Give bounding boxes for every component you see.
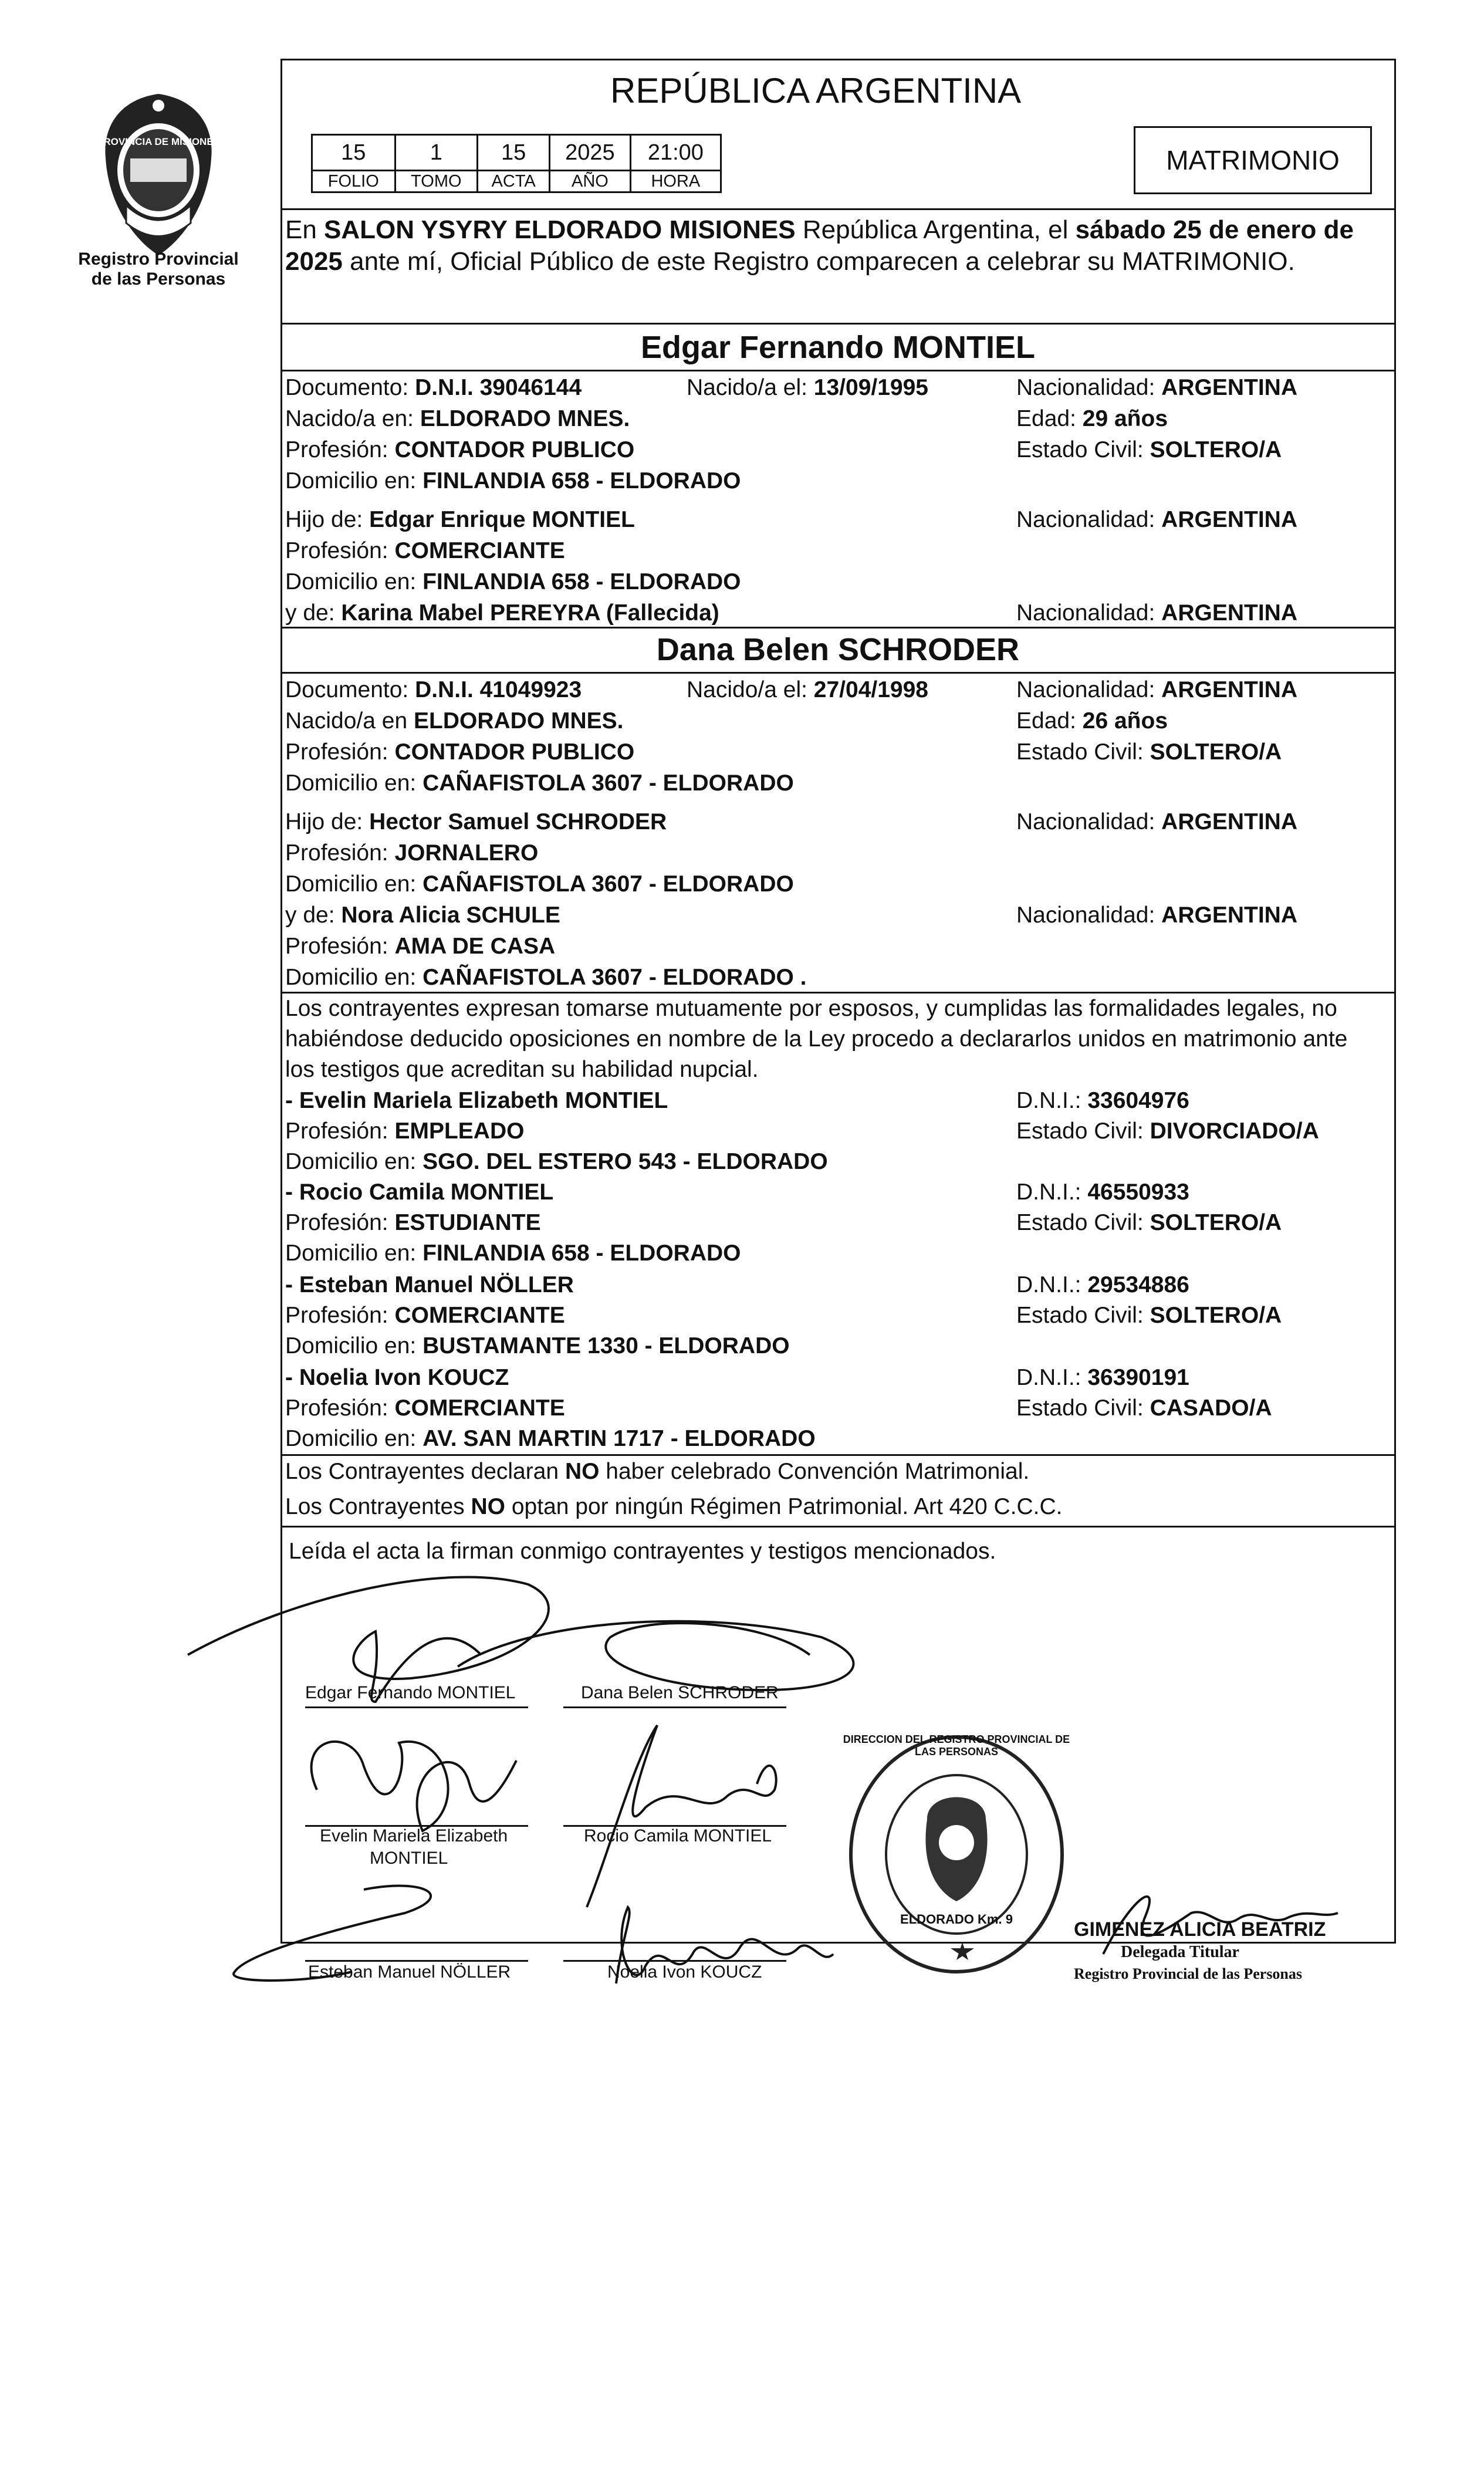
spouse2-born: Nacido/a el: 27/04/1998 — [687, 677, 928, 702]
hora-value: 21:00 — [630, 135, 721, 171]
signature-label-rocio: Rocio Camila MONTIEL — [584, 1826, 772, 1846]
logo-caption-line2: de las Personas — [91, 269, 226, 289]
sigline-dana — [563, 1706, 786, 1708]
anio-label: AÑO — [550, 171, 631, 192]
signature-evelin — [312, 1742, 516, 1831]
spouse2-mother-nationality: Nacionalidad: ARGENTINA — [1016, 903, 1298, 928]
spouse2-mother-address: Domicilio en: CAÑAFISTOLA 3607 - ELDORADO . — [285, 965, 807, 990]
officer-name: GIMENEZ ALICIA BEATRIZ — [1074, 1918, 1326, 1941]
spouse2-address: Domicilio en: CAÑAFISTOLA 3607 - ELDORADO — [285, 770, 794, 796]
acta-value: 15 — [478, 135, 550, 171]
spouse2-civil-status: Estado Civil: SOLTERO/A — [1016, 739, 1282, 765]
declaration-line2: habiéndose deducido oposiciones en nombre de la Ley procedo a declararlos unidos en matrimonio ante — [285, 1026, 1348, 1052]
logo-caption-line1: Registro Provincial — [78, 249, 239, 269]
witness1-profession: Profesión: EMPLEADO — [285, 1118, 525, 1144]
witness3-name: - Esteban Manuel NÖLLER — [285, 1272, 574, 1297]
spouse2-mother: y de: Nora Alicia SCHULE — [285, 903, 560, 928]
spouse2-name: Dana Belen SCHRODER — [656, 632, 1020, 667]
spouse1-father-address: Domicilio en: FINLANDIA 658 - ELDORADO — [285, 569, 741, 594]
spouse2-mother-profession: Profesión: AMA DE CASA — [285, 934, 556, 959]
declaration-line1: Los contrayentes expresan tomarse mutuamente por esposos, y cumplidas las formalidades legales, no — [285, 996, 1337, 1021]
spouse2-profession: Profesión: CONTADOR PUBLICO — [285, 739, 635, 765]
witness2-address: Domicilio en: FINLANDIA 658 - ELDORADO — [285, 1241, 741, 1266]
sigline-noelia — [563, 1960, 786, 1962]
spouse1-address: Domicilio en: FINLANDIA 658 - ELDORADO — [285, 468, 741, 494]
regime-patrimonial: Los Contrayentes NO optan por ningún Régimen Patrimonial. Art 420 C.C.C. — [285, 1494, 1063, 1519]
closing-text: Leída el acta la firman conmigo contrayentes y testigos mencionados. — [289, 1539, 996, 1564]
folio-value: 15 — [312, 135, 395, 171]
country-title: REPÚBLICA ARGENTINA — [610, 71, 1022, 110]
regime-convention: Los Contrayentes declaran NO haber celebrado Convención Matrimonial. — [285, 1459, 1030, 1484]
signature-label-evelin: Evelin Mariela Elizabeth — [320, 1826, 508, 1846]
logo-ring-text: PROVINCIA DE MISIONES — [96, 136, 220, 147]
sigline-esteban — [305, 1960, 528, 1962]
spouse2-doc: Documento: D.N.I. 41049923 — [285, 677, 582, 702]
witness2-civil-status: Estado Civil: SOLTERO/A — [1016, 1210, 1282, 1235]
spouse1-mother-nationality: Nacionalidad: ARGENTINA — [1016, 600, 1298, 626]
officer-office: Registro Provincial de las Personas — [1074, 1965, 1303, 1982]
seal-ring-text: DIRECCION DEL REGISTRO PROVINCIAL DE LAS PERSONAS — [843, 1733, 1070, 1758]
tomo-value: 1 — [395, 135, 478, 171]
witness1-address: Domicilio en: SGO. DEL ESTERO 543 - ELDORADO — [285, 1149, 828, 1174]
witness4-address: Domicilio en: AV. SAN MARTIN 1717 - ELDORADO — [285, 1426, 816, 1451]
witness3-civil-status: Estado Civil: SOLTERO/A — [1016, 1303, 1282, 1328]
spouse1-age: Edad: 29 años — [1016, 406, 1168, 431]
witness2-dni: D.N.I.: 46550933 — [1016, 1180, 1189, 1205]
act-type: MATRIMONIO — [1166, 145, 1340, 175]
spouse1-nationality: Nacionalidad: ARGENTINA — [1016, 375, 1298, 400]
official-seal — [839, 1725, 1074, 1983]
spouse2-father: Hijo de: Hector Samuel SCHRODER — [285, 809, 667, 834]
spouse1-birthplace: Nacido/a en: ELDORADO MNES. — [285, 406, 630, 431]
witness4-dni: D.N.I.: 36390191 — [1016, 1365, 1189, 1390]
spouse2-father-address: Domicilio en: CAÑAFISTOLA 3607 - ELDORADO — [285, 871, 794, 897]
spouse2-father-profession: Profesión: JORNALERO — [285, 840, 539, 866]
tomo-label: TOMO — [395, 171, 478, 192]
intro-text: En SALON YSYRY ELDORADO MISIONES República Argentina, el sábado 25 de enero de 2025 ante mí, Oficial Público de este Registro comparecen a celebrar su MATRIMONIO. — [285, 215, 1354, 276]
seal-stamp-icon — [839, 1725, 1074, 1983]
witness1-dni: D.N.I.: 33604976 — [1016, 1088, 1189, 1113]
witness3-profession: Profesión: COMERCIANTE — [285, 1303, 565, 1328]
signature-label-edgar: Edgar Fernando MONTIEL — [305, 1683, 516, 1702]
signature-label-esteban: Esteban Manuel NÖLLER — [308, 1962, 511, 1982]
spouse1-born: Nacido/a el: 13/09/1995 — [687, 375, 928, 400]
spouse1-name: Edgar Fernando MONTIEL — [640, 330, 1036, 365]
spouse1-profession: Profesión: CONTADOR PUBLICO — [285, 437, 635, 462]
signature-label-noelia: Noelia Ivon KOUCZ — [607, 1962, 762, 1982]
signature-label-evelin-surname: MONTIEL — [370, 1848, 448, 1868]
spouse1-father-nationality: Nacionalidad: ARGENTINA — [1016, 507, 1298, 532]
witness3-address: Domicilio en: BUSTAMANTE 1330 - ELDORADO — [285, 1333, 790, 1358]
spouse1-father-profession: Profesión: COMERCIANTE — [285, 538, 565, 563]
witness1-name: - Evelin Mariela Elizabeth MONTIEL — [285, 1088, 668, 1113]
spouse1-civil-status: Estado Civil: SOLTERO/A — [1016, 437, 1282, 462]
witness4-name: - Noelia Ivon KOUCZ — [285, 1365, 509, 1390]
anio-value: 2025 — [550, 135, 631, 171]
witness3-dni: D.N.I.: 29534886 — [1016, 1272, 1189, 1297]
hora-label: HORA — [630, 171, 721, 192]
signature-label-dana: Dana Belen SCHRODER — [581, 1683, 779, 1702]
spouse2-birthplace: Nacido/a en ELDORADO MNES. — [285, 708, 624, 734]
sigline-edgar — [305, 1706, 528, 1708]
signature-dana — [458, 1621, 854, 1690]
spouse2-nationality: Nacionalidad: ARGENTINA — [1016, 677, 1298, 702]
signature-rocio — [587, 1725, 776, 1907]
witness4-profession: Profesión: COMERCIANTE — [285, 1395, 565, 1421]
witness2-profession: Profesión: ESTUDIANTE — [285, 1210, 541, 1235]
witness1-civil-status: Estado Civil: DIVORCIADO/A — [1016, 1118, 1319, 1144]
declaration-line3: los testigos que acreditan su habilidad nupcial. — [285, 1057, 759, 1082]
spouse1-doc: Documento: D.N.I. 39046144 — [285, 375, 582, 400]
seal-inner-text: ELDORADO Km. 9 — [900, 1912, 1013, 1927]
spouse2-age: Edad: 26 años — [1016, 708, 1168, 734]
officer-title: Delegada Titular — [1121, 1943, 1239, 1961]
witness4-civil-status: Estado Civil: CASADO/A — [1016, 1395, 1272, 1421]
folio-label: FOLIO — [312, 171, 395, 192]
spouse2-father-nationality: Nacionalidad: ARGENTINA — [1016, 809, 1298, 834]
acta-label: ACTA — [478, 171, 550, 192]
spouse1-mother: y de: Karina Mabel PEREYRA (Fallecida) — [285, 600, 719, 626]
spouse1-father: Hijo de: Edgar Enrique MONTIEL — [285, 507, 635, 532]
witness2-name: - Rocio Camila MONTIEL — [285, 1180, 554, 1205]
